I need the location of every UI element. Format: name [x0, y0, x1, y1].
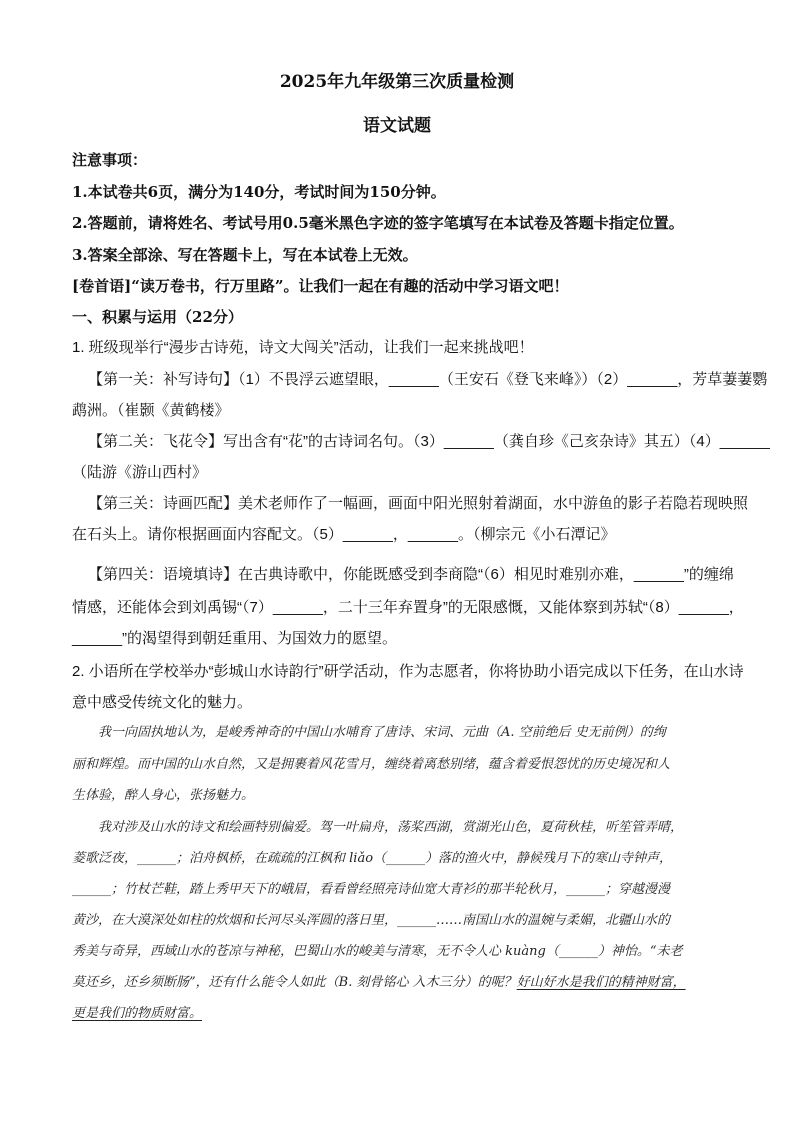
- question-1-level-2-cont: （陆游《游山西村》: [72, 464, 208, 481]
- notice-item: 3.答案全部涂、写在答题卡上，写在本试卷上无效。: [72, 246, 418, 264]
- notice-item: 2.答题前，请将姓名、考试号用0.5毫米黑色字迹的签字笔填写在本试卷及答题卡指定位置。: [72, 214, 684, 232]
- passage-line: 生体验，醉人身心，张扬魅力。: [72, 788, 255, 803]
- passage-line: [72, 973, 732, 993]
- passage-line: 菱歌泛夜，______；泊舟枫桥，在疏疏的江枫和 liǎo（______）落的渔火中，静候残月下的寒山寺钟声，: [72, 851, 673, 866]
- passage-line: [72, 1004, 732, 1024]
- question-1-level-4: 【第四关：语境填诗】在古典诗歌中，你能既感受到李商隐“（6）相见时难别亦难，______”的缠绵: [88, 566, 734, 583]
- question-1-intro: 1. 班级现举行“漫步古诗苑，诗文大闯关”活动，让我们一起来挑战吧！: [72, 339, 534, 356]
- page-title: 2025年九年级第三次质量检测: [279, 72, 515, 92]
- passage-line: 我对涉及山水的诗文和绘画特别偏爱。驾一叶扁舟，荡桨西湖，赏湖光山色，夏荷秋桂，听笙管弄晴，: [98, 820, 684, 835]
- question-1-level-2: 【第二关：飞花令】写出含有“花”的古诗词名句。（3）______（龚自珍《己亥杂诗》其五）（4）______: [88, 433, 770, 450]
- passage-text: 莫还乡，还乡须断肠”，还有什么能令人如此（B. 刻骨铭心 入木三分）的呢？: [72, 975, 517, 990]
- page-subtitle: 语文试题: [363, 116, 431, 136]
- question-1-level-3: 【第三关：诗画匹配】美术老师作了一幅画，画面中阳光照射着湖面，水中游鱼的影子若隐若现映照: [88, 495, 749, 512]
- passage-line: ______；竹杖芒鞋，踏上秀甲天下的峨眉，看看曾经照亮诗仙宽大青衫的那半轮秋月，______；穿越漫漫: [72, 882, 671, 897]
- question-1-level-4-cont: ______”的渴望得到朝廷重用、为国效力的愿望。: [72, 630, 398, 647]
- passage-line: 我一向固执地认为，是峻秀神奇的中国山水哺育了唐诗、宋词、元曲（A. 空前绝后 史无前例）的绚: [98, 725, 666, 740]
- question-1-level-1: 【第一关：补写诗句】（1）不畏浮云遮望眼，______（王安石《登飞来峰》）（2）______，芳草萋萋鹦: [88, 371, 768, 388]
- question-2-intro-cont: 意中感受传统文化的魅力。: [72, 694, 253, 711]
- preface-text: [卷首语]“读万卷书，行万里路”。让我们一起在有趣的活动中学习语文吧！: [72, 277, 569, 295]
- notice-item: 1.本试卷共6页，满分为140分，考试时间为150分钟。: [72, 183, 446, 201]
- question-1-level-3-cont: 在石头上。请你根据画面内容配文。（5）______，______。（柳宗元《小石潭记》: [72, 526, 616, 543]
- passage-line: 秀美与奇异，西域山水的苍凉与神秘，巴蜀山水的峻美与清寒，无不令人心 kuàng（______）神怡。“未老: [72, 944, 683, 959]
- question-1-level-1-cont: 鹉洲。（崔颢《黄鹤楼》: [72, 402, 230, 419]
- passage-line: 丽和辉煌。而中国的山水自然，又是拥裹着风花雪月，缠绕着离愁别绪，蕴含着爱恨怨忧的历史境况和人: [72, 757, 671, 772]
- underlined-sentence: 更是我们的物质财富。: [72, 1006, 203, 1021]
- passage-line: 黄沙，在大漠深处如柱的炊烟和长河尽头浑圆的落日里，______……南国山水的温婉与柔媚，北疆山水的: [72, 913, 671, 928]
- question-1-level-4-cont: 情感，还能体会到刘禹锡“（7）______，二十三年弃置身”的无限感慨，又能体察到苏轼“（8）______，: [72, 599, 744, 616]
- question-2-intro: 2. 小语所在学校举办“彭城山水诗韵行”研学活动，作为志愿者，你将协助小语完成以下任务，在山水诗: [72, 663, 744, 680]
- underlined-sentence: 好山好水是我们的精神财富，: [516, 975, 686, 990]
- section-heading: 一、积累与运用（22分）: [72, 308, 243, 326]
- notice-heading: 注意事项：: [72, 151, 148, 169]
